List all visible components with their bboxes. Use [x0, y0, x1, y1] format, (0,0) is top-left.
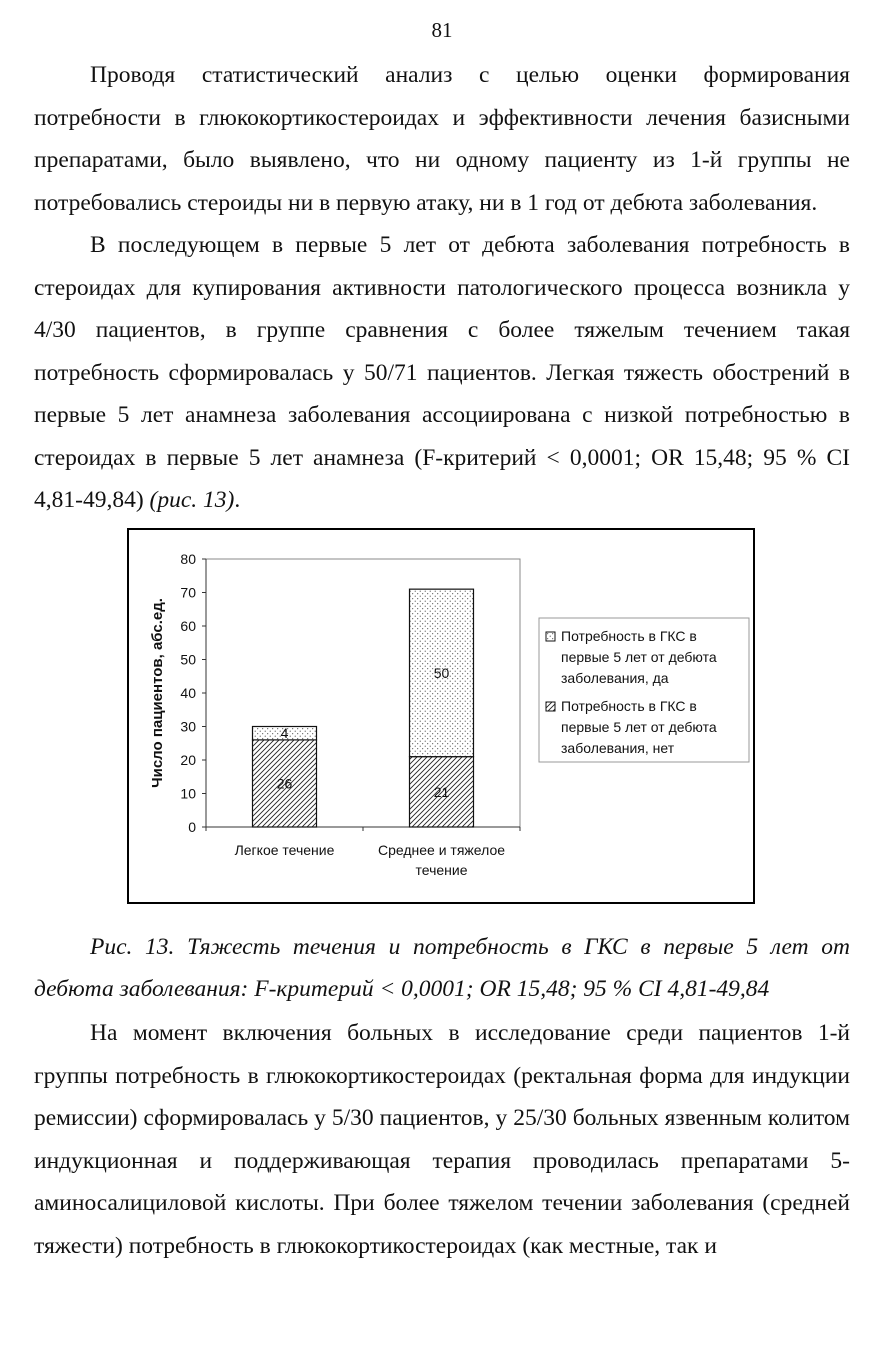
y-tick-label: 20 — [180, 752, 196, 768]
legend-swatch — [546, 702, 555, 711]
legend-label: Потребность в ГКС в — [561, 628, 697, 644]
data-label: 50 — [433, 664, 450, 681]
paragraph-2 — [34, 224, 850, 522]
data-label: 4 — [280, 725, 289, 742]
legend-label: Потребность в ГКС в — [561, 698, 697, 714]
paragraph-1 — [34, 54, 850, 224]
y-tick-label: 40 — [180, 685, 196, 701]
x-tick-label: Легкое течение — [234, 842, 335, 858]
legend-label: заболевания, да — [561, 670, 669, 686]
y-tick-label: 70 — [180, 584, 196, 601]
paragraph-2-text: В последующем в первые 5 лет от дебюта заболевания потребность в стероидах для купирования активности патологического процесса возникла у 4/30 пациентов, в группе сравнения с более тяжелым течением такая потребность сформировалась у 50/71 пациентов. Легкая тяжесть обострений в первые 5 лет анамнеза заболевания ассоциирована с низкой потребностью в стероидах в первые 5 лет анамнеза (F-критерий < 0,0001; OR 15,48; 95 % CI 4,81-49,84) — [34, 232, 850, 513]
y-tick-label: 10 — [180, 785, 196, 802]
figure-13-chart — [127, 528, 755, 904]
data-label: 26 — [276, 775, 293, 792]
paragraph-3-text: На момент включения больных в исследование среди пациентов 1-й группы потребность в глюкокортикостероидах (ректальная форма для индукции ремиссии) сформировалась у 5/30 пациентов, у 25/30 больных язвенным колитом индукционная и поддерживающая терапия проводилась препаратами 5-аминосалициловой кислоты. При более тяжелом течении заболевания (средней тяжести) потребность в глюкокортикостероидах (как местные, так и — [34, 1020, 850, 1259]
x-tick-label: Среднее и тяжелое — [377, 842, 506, 858]
legend-label: первые 5 лет от дебюта — [561, 719, 717, 735]
legend-label: первые 5 лет от дебюта — [561, 649, 717, 665]
figure-caption: Рис. 13. Тяжесть течения и потребность в ГКС в первые 5 лет от дебюта заболевания: F-критерий < 0,0001; OR 15,48; 95 % CI 4,81-49,84 — [34, 934, 850, 1002]
page-number: 81 — [431, 18, 453, 42]
y-tick-label: 80 — [180, 551, 196, 567]
legend-swatch — [546, 632, 555, 641]
y-tick-label: 50 — [180, 651, 196, 668]
y-axis-label: Число пациентов, абс.ед. — [149, 598, 166, 788]
paragraph-1-text: Проводя статистический анализ с целью оценки формирования потребности в глюкокортикостероидах и эффективности лечения базисными препаратами, было выявлено, что ни одному пациенту из 1-й группы не потребовались стероиды ни в первую атаку, ни в 1 год от дебюта заболевания. — [34, 62, 850, 216]
paragraph-3 — [34, 1012, 850, 1267]
chart-svg — [129, 530, 753, 902]
y-tick-label: 60 — [180, 618, 196, 634]
figure-reference: (рис. 13) — [149, 487, 235, 513]
figure-reference-tail: . — [234, 487, 241, 513]
x-tick-label: течение — [415, 862, 468, 878]
data-label: 21 — [433, 783, 450, 800]
legend-label: заболевания, нет — [561, 740, 675, 756]
y-tick-label: 30 — [180, 718, 196, 735]
y-tick-label: 0 — [188, 819, 196, 835]
